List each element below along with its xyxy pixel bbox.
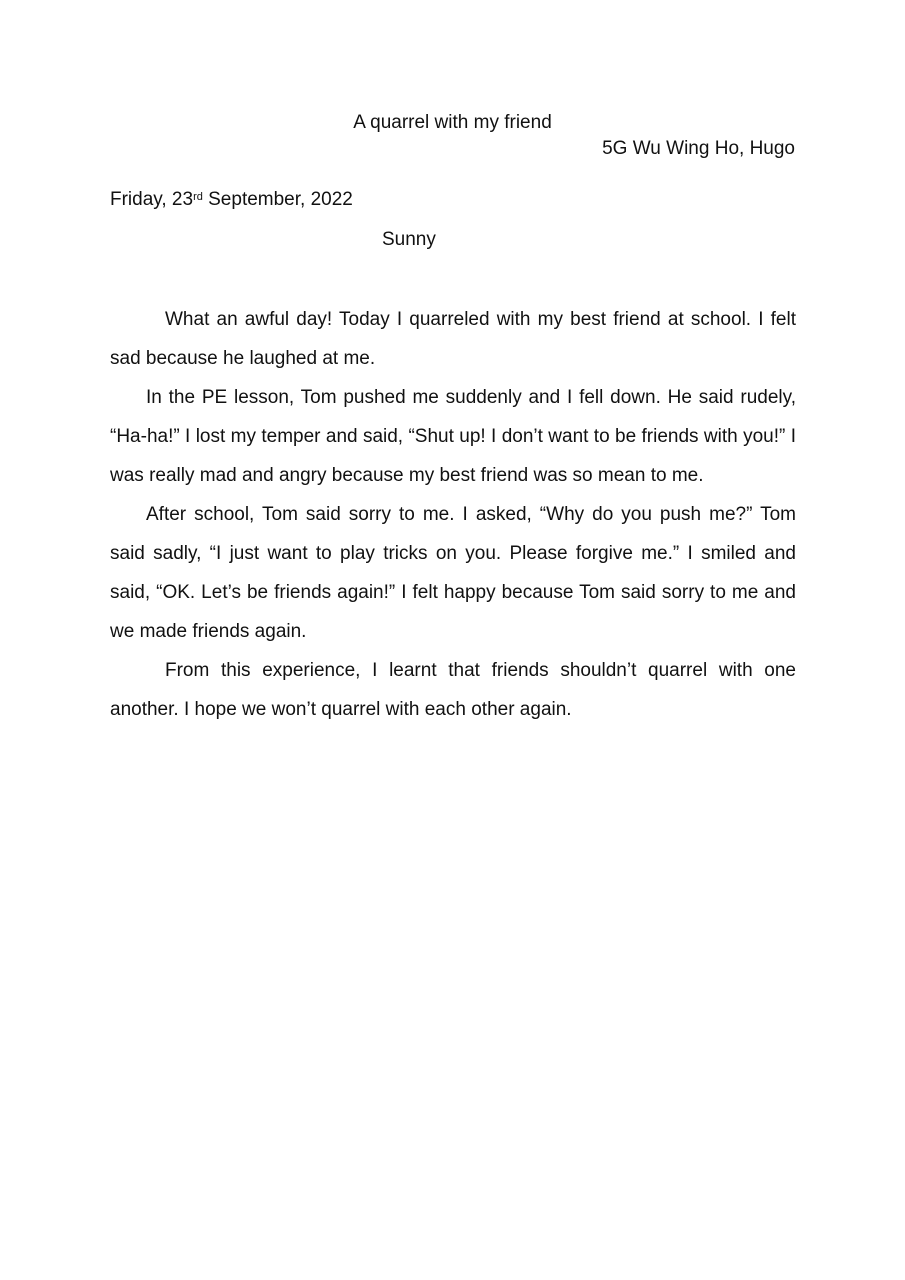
diary-date	[110, 188, 353, 212]
paragraph-4: From this experience, I learnt that friends shouldn’t quarrel with one another. I hope we won’t quarrel with each other again.	[110, 660, 796, 720]
date-prefix: Friday, 23	[110, 189, 194, 210]
author-name: 5G Wu Wing Ho, Hugo	[602, 138, 795, 159]
paragraph-2: In the PE lesson, Tom pushed me suddenly and I fell down. He said rudely, “Ha-ha!” I lost my temper and said, “Shut up! I don’t want to be friends with you!” I was really mad and angry because my best friend was so mean to me.	[110, 387, 796, 486]
weather: Sunny	[382, 229, 436, 250]
date-rest: September, 2022	[202, 189, 353, 210]
paragraph-3: After school, Tom said sorry to me. I asked, “Why do you push me?” Tom said sadly, “I just want to play tricks on you. Please forgive me.” I smiled and said, “OK. Let’s be friends again!” I felt happy because Tom said sorry to me and we made friends again.	[110, 504, 796, 642]
diary-body	[110, 300, 796, 729]
paragraph-1: What an awful day! Today I quarreled with my best friend at school. I felt sad because he laughed at me.	[110, 309, 796, 369]
document-title: A quarrel with my friend	[353, 112, 552, 133]
date-ordinal-suffix: rd	[193, 191, 203, 203]
